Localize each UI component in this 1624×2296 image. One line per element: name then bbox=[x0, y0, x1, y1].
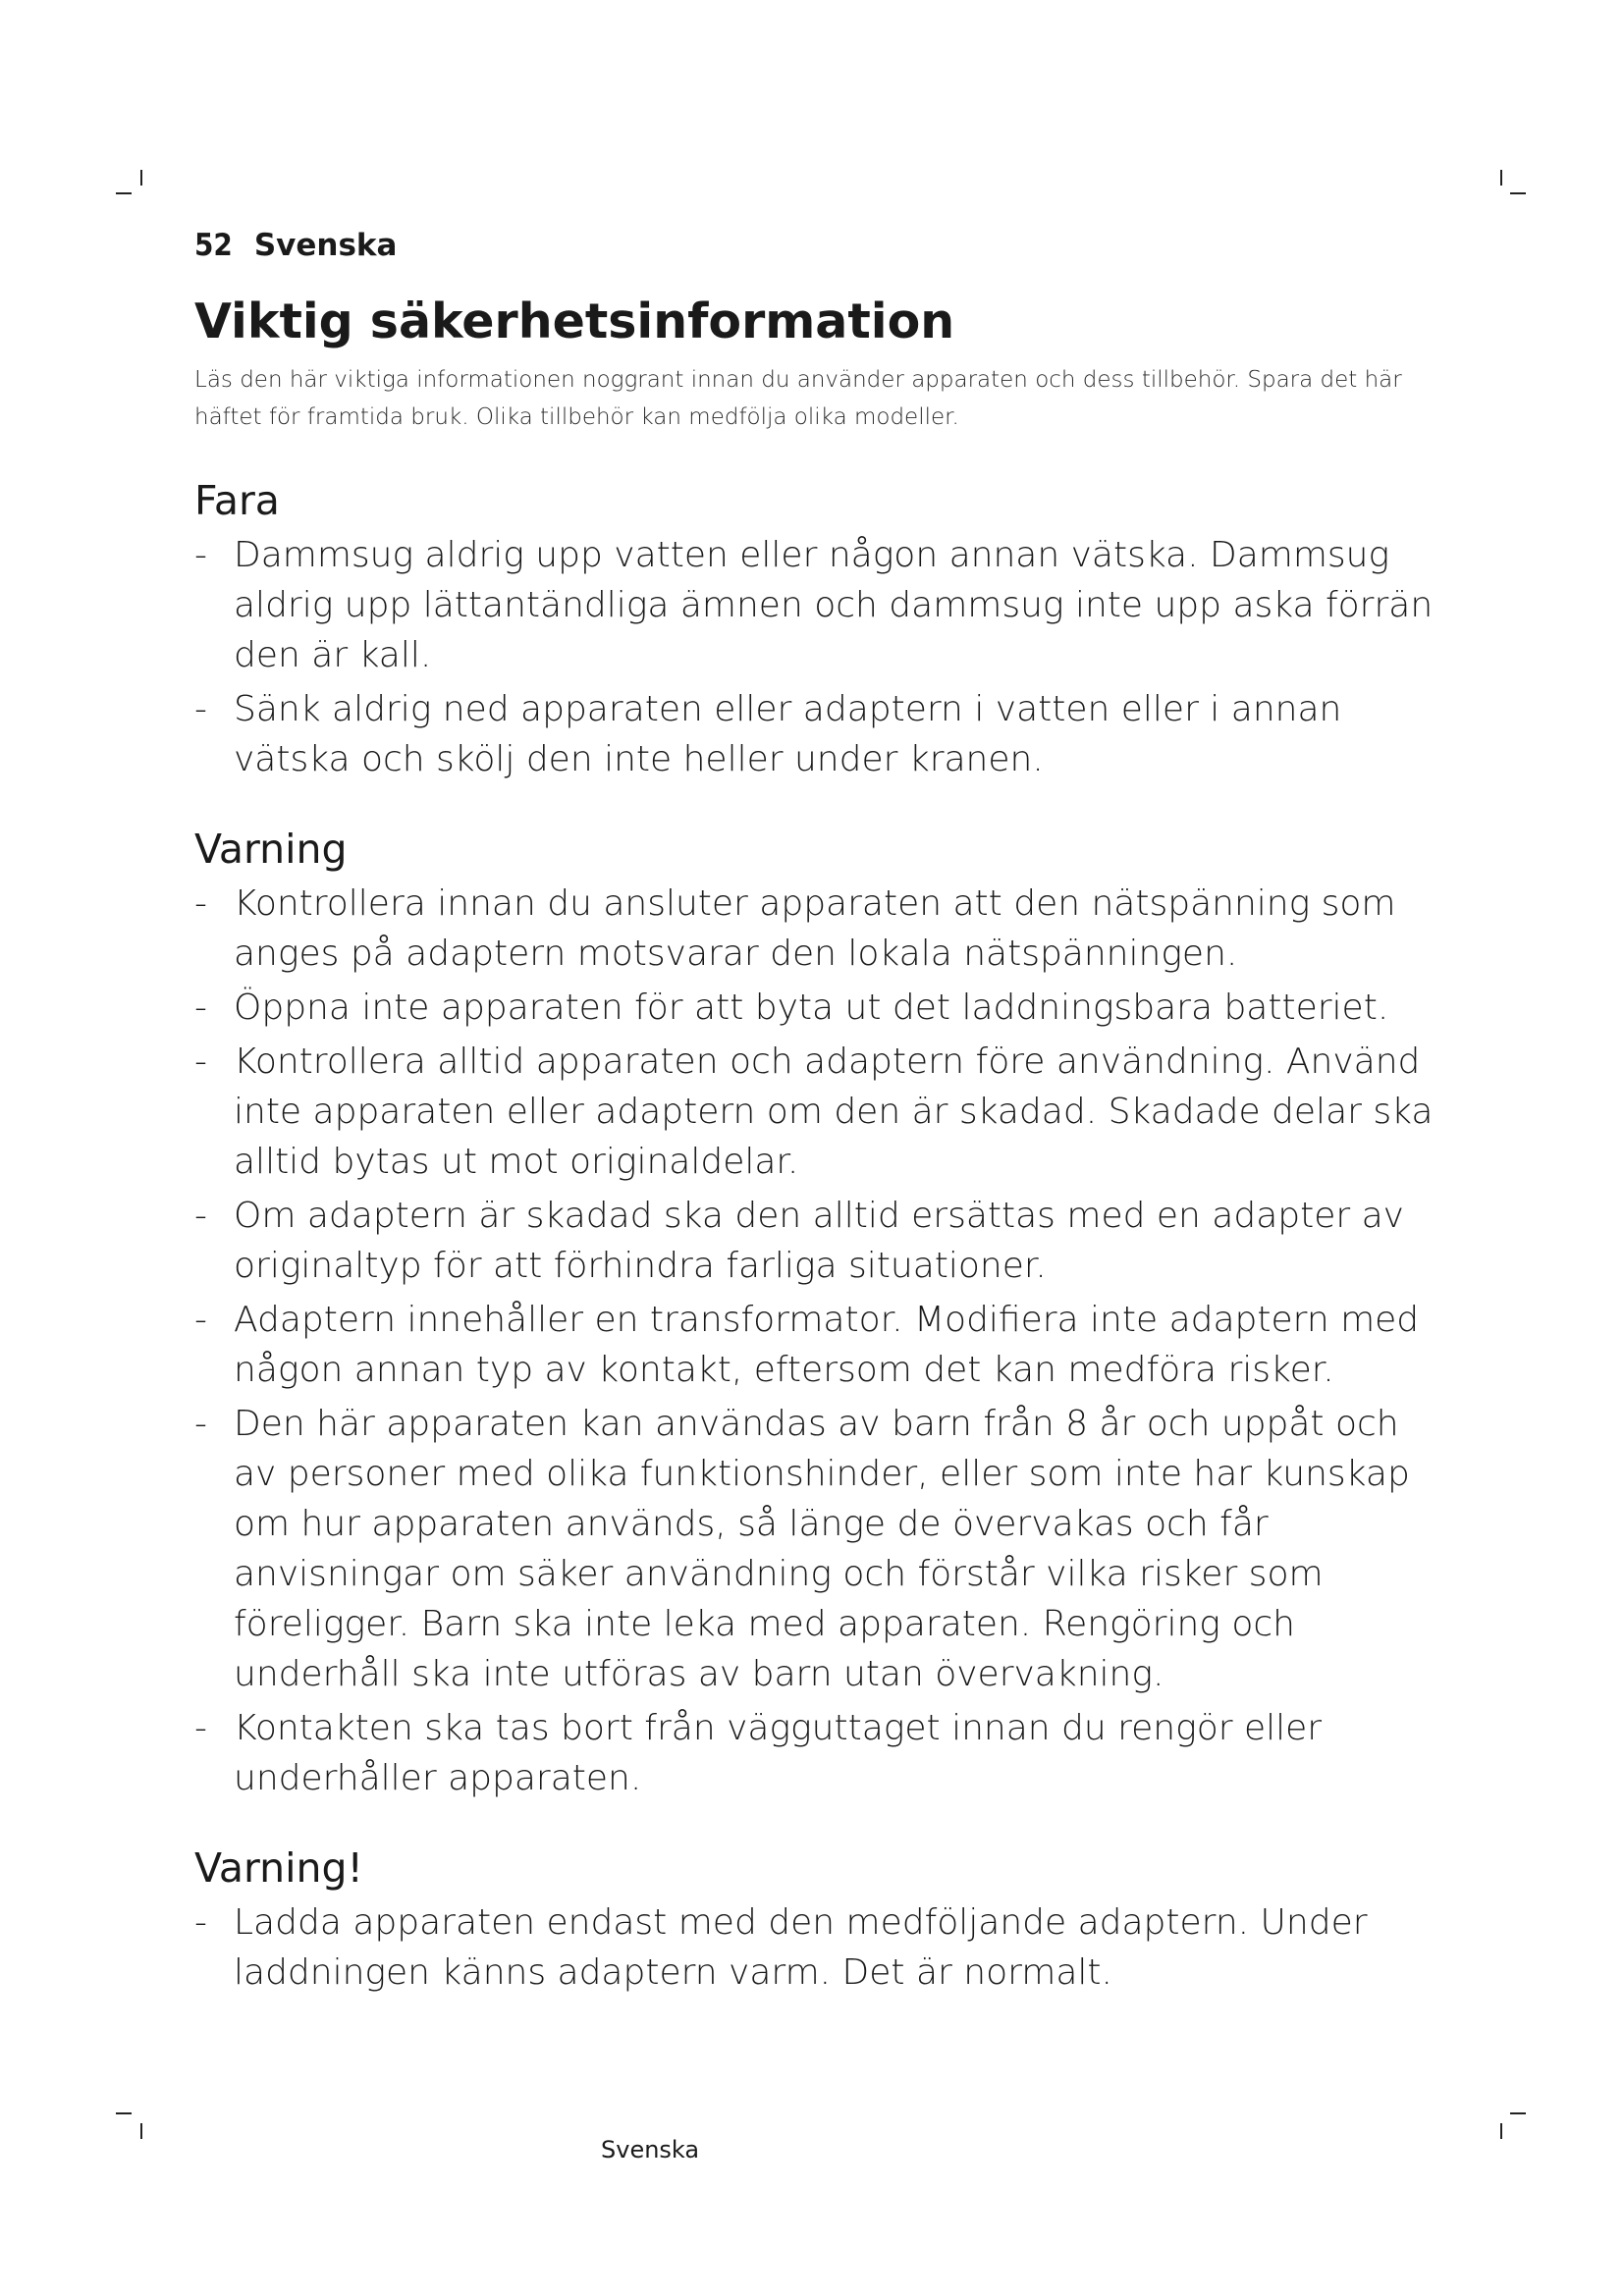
list-item bbox=[194, 879, 1451, 979]
bullet-dash: - bbox=[194, 689, 207, 729]
section-varning bbox=[194, 824, 1451, 1803]
page-header bbox=[194, 224, 397, 267]
crop-mark-top-right-h bbox=[1510, 192, 1526, 194]
crop-mark-top-left-h bbox=[116, 192, 132, 194]
bullet-list bbox=[194, 530, 1451, 784]
crop-mark-bottom-left-v bbox=[140, 2123, 142, 2139]
section-heading: Varning bbox=[194, 826, 348, 873]
bullet-dash: - bbox=[194, 1196, 207, 1236]
bullet-dash: - bbox=[194, 1708, 207, 1748]
list-item-text: Kontrollera alltid apparaten och adaptern före användning. Använd inte apparaten eller adaptern om den är skadad. Skadade delar ska alltid bytas ut mot originaldelar. bbox=[234, 1041, 1434, 1182]
list-item-text: Dammsug aldrig upp vatten eller någon annan vätska. Dammsug aldrig upp lättantändliga ämnen och dammsug inte upp aska förrän den är kall. bbox=[234, 535, 1434, 675]
section-heading: Varning! bbox=[194, 1844, 363, 1892]
page-footer: Svenska bbox=[601, 2136, 700, 2163]
list-item-text: Den här apparaten kan användas av barn från 8 år och uppåt och av personer med olika funktionshinder, eller som inte har kunskap om hur apparaten används, så länge de övervakas och får anvisningar om säker användning och förstår vilka risker som föreligger. Barn ska inte leka med apparaten. Rengöring och underhåll ska inte utföras av barn utan övervakning. bbox=[234, 1404, 1410, 1694]
list-item bbox=[194, 1897, 1451, 1998]
bullet-dash: - bbox=[194, 1041, 207, 1082]
list-item bbox=[194, 1037, 1451, 1187]
list-item bbox=[194, 1399, 1451, 1699]
section-fara bbox=[194, 475, 1451, 784]
header-language: Svenska bbox=[253, 228, 398, 263]
section-varning-exclaim bbox=[194, 1842, 1451, 1998]
bullet-list bbox=[194, 1897, 1451, 1998]
bullet-list bbox=[194, 879, 1451, 1803]
bullet-dash: - bbox=[194, 988, 207, 1028]
intro-paragraph: Läs den här viktiga informationen noggrant innan du använder apparaten och dess tillbehör. Spara det här häftet för framtida bruk. Olika tillbehör kan medfölja olika modeller. bbox=[194, 367, 1402, 430]
list-item bbox=[194, 1191, 1451, 1291]
list-item bbox=[194, 983, 1451, 1033]
section-heading: Fara bbox=[194, 477, 280, 524]
list-item-text: Öppna inte apparaten för att byta ut det laddningsbara batteriet. bbox=[234, 988, 1389, 1028]
bullet-dash: - bbox=[194, 883, 207, 924]
list-item-text: Ladda apparaten endast med den medföljande adaptern. Under laddningen känns adaptern varm. Det är normalt. bbox=[234, 1902, 1368, 1993]
list-item-text: Om adaptern är skadad ska den alltid ersättas med en adapter av originaltyp för att förhindra farliga situationer. bbox=[234, 1196, 1404, 1286]
list-item bbox=[194, 1295, 1451, 1395]
page-title: Viktig säkerhetsinformation bbox=[194, 294, 955, 349]
page-number: 52 bbox=[194, 228, 233, 263]
content bbox=[194, 289, 1451, 2002]
bullet-dash: - bbox=[194, 1902, 207, 1943]
list-item bbox=[194, 1703, 1451, 1803]
crop-mark-bottom-right-h bbox=[1510, 2112, 1526, 2114]
crop-mark-top-left-v bbox=[140, 170, 142, 186]
list-item bbox=[194, 530, 1451, 680]
bullet-dash: - bbox=[194, 535, 207, 575]
list-item-text: Sänk aldrig ned apparaten eller adaptern i vatten eller i annan vätska och skölj den inte heller under kranen. bbox=[234, 689, 1342, 779]
crop-mark-bottom-right-v bbox=[1500, 2123, 1502, 2139]
bullet-dash: - bbox=[194, 1300, 207, 1340]
crop-mark-top-right-v bbox=[1500, 170, 1502, 186]
list-item-text: Adaptern innehåller en transformator. Modifiera inte adaptern med någon annan typ av kontakt, eftersom det kan medföra risker. bbox=[234, 1300, 1420, 1390]
list-item-text: Kontakten ska tas bort från vägguttaget innan du rengör eller underhåller apparaten. bbox=[234, 1708, 1323, 1798]
crop-mark-bottom-left-h bbox=[116, 2112, 132, 2114]
bullet-dash: - bbox=[194, 1404, 207, 1444]
list-item bbox=[194, 684, 1451, 784]
list-item-text: Kontrollera innan du ansluter apparaten att den nätspänning som anges på adaptern motsvarar den lokala nätspänningen. bbox=[234, 883, 1396, 974]
